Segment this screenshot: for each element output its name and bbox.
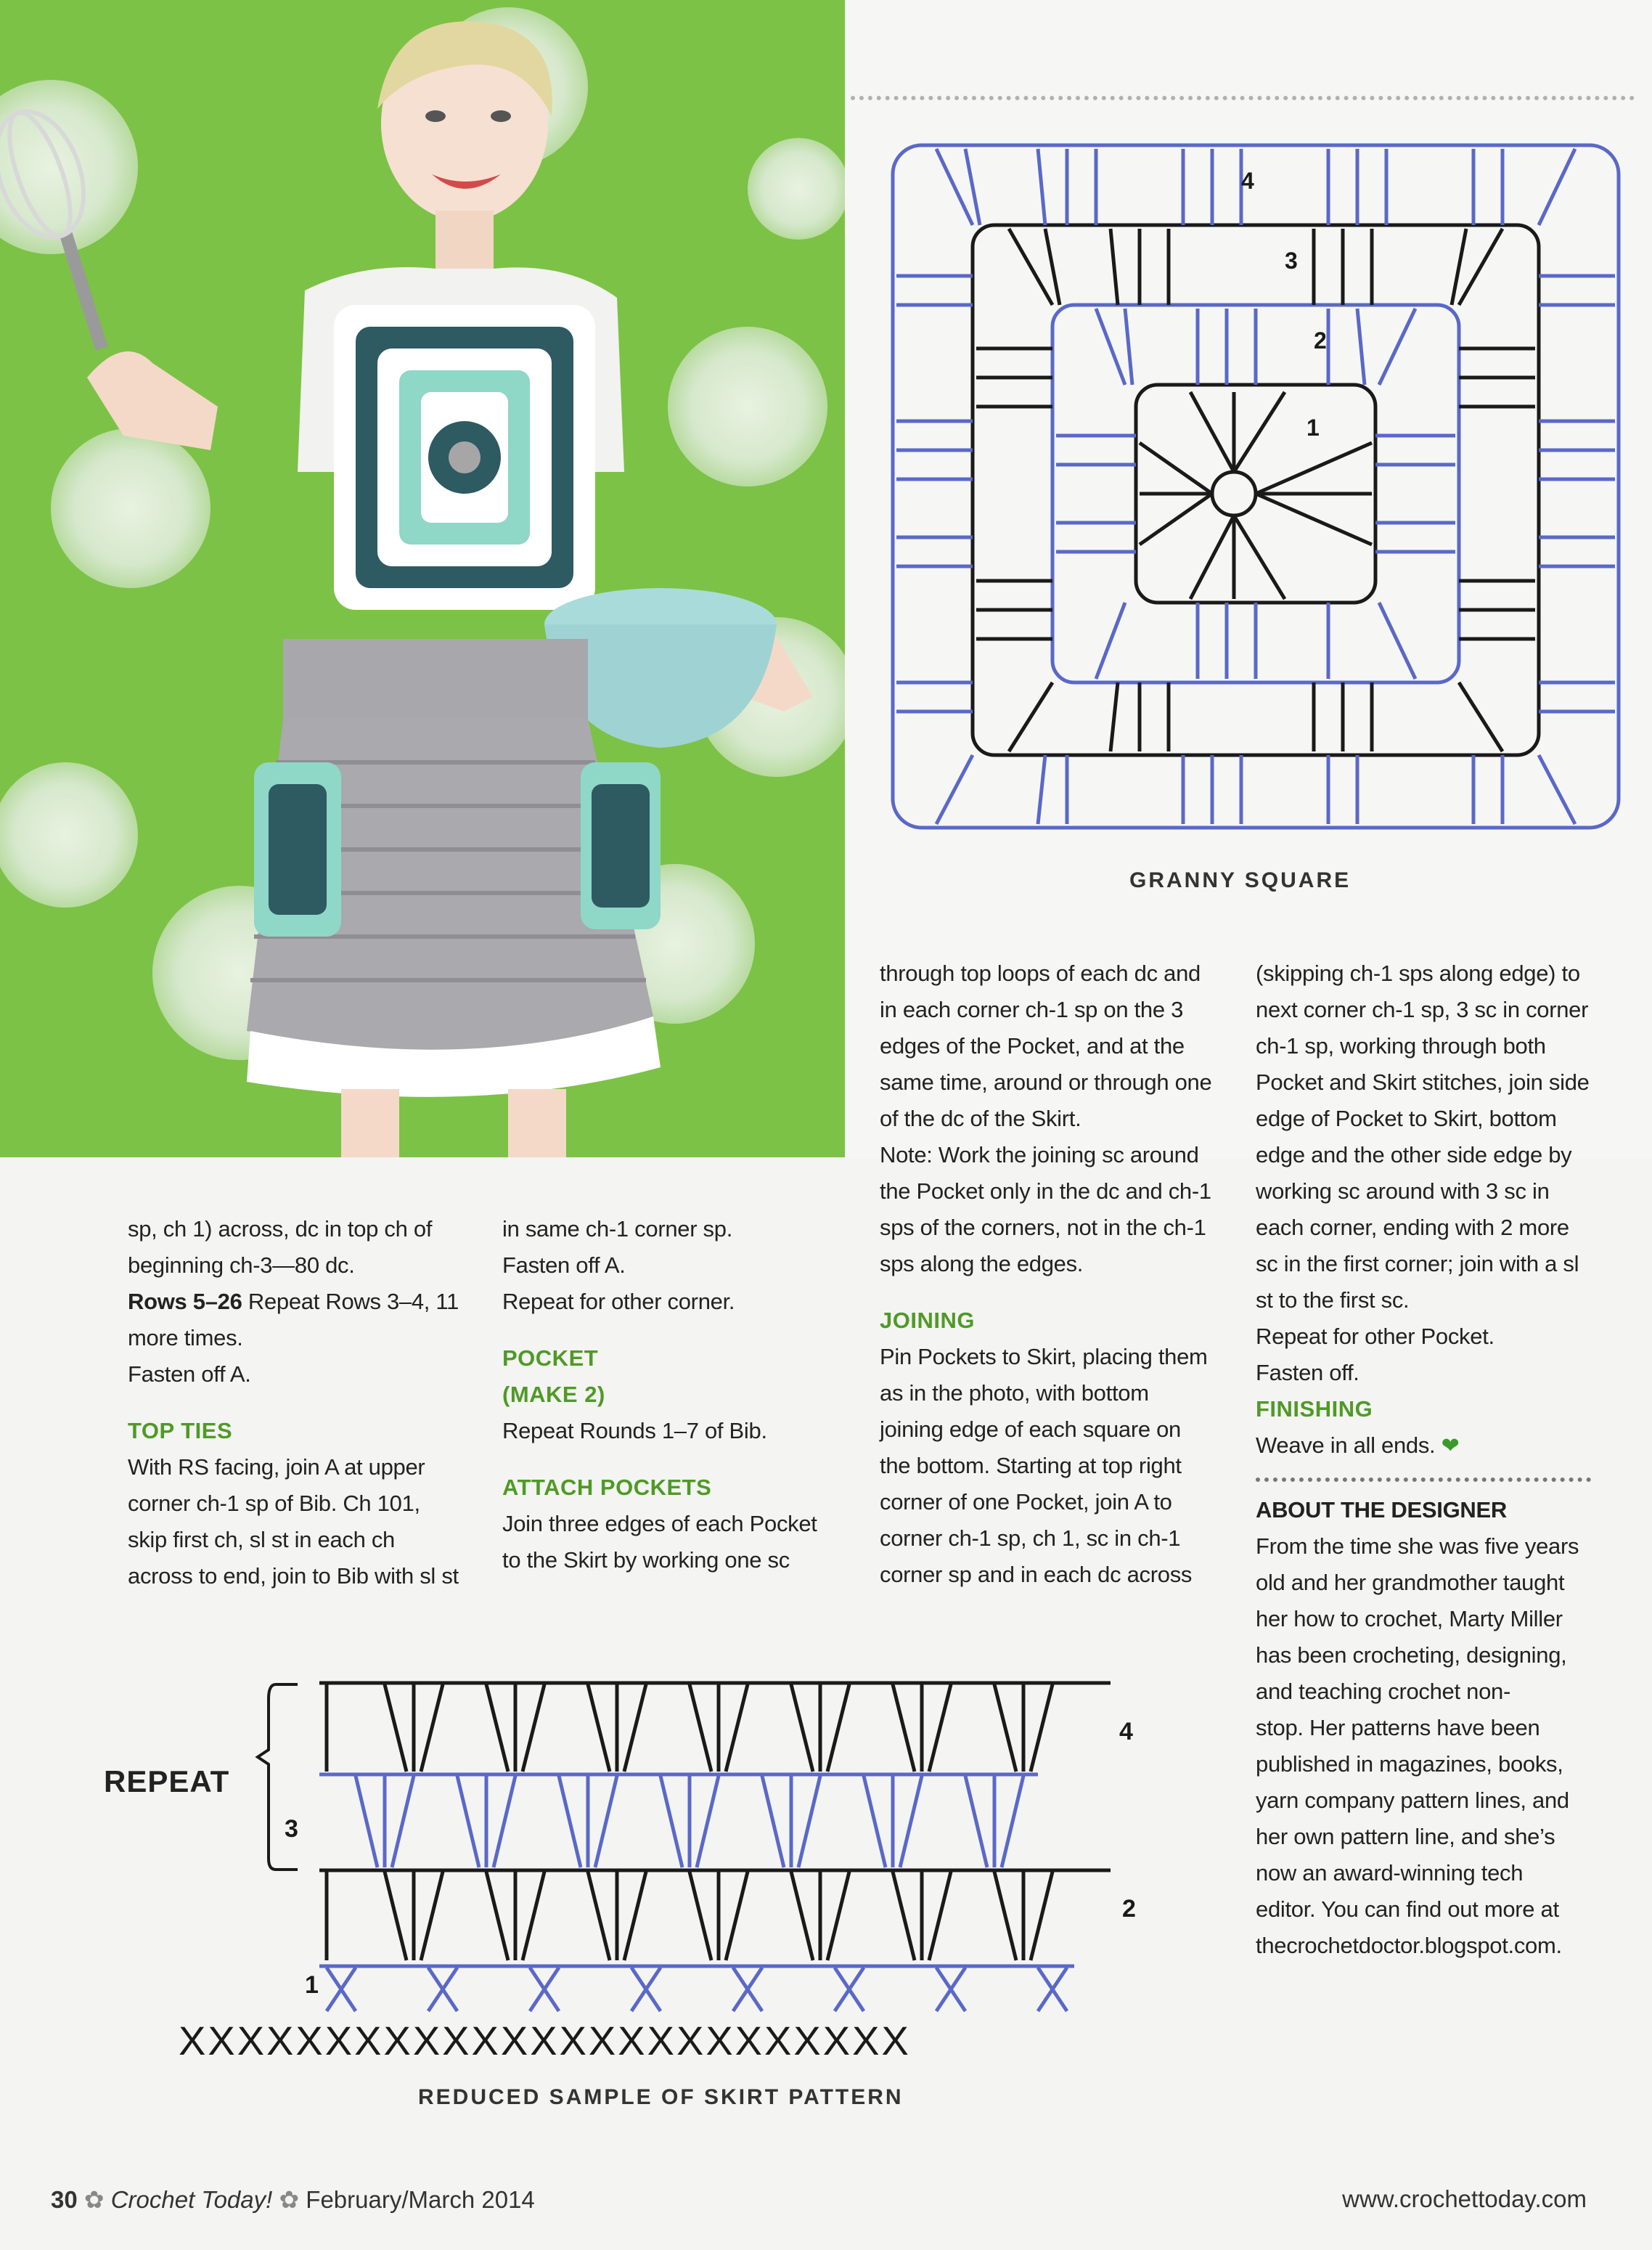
text-line: now an award-winning tech <box>1256 1860 1524 1886</box>
text-line: Weave in all ends. <box>1256 1432 1436 1458</box>
text-line: working sc around with 3 sc in <box>1256 1178 1550 1204</box>
text-line: her own pattern line, and she’s <box>1256 1824 1555 1849</box>
row-label-3: 3 <box>285 1815 298 1843</box>
text-line: of the dc of the Skirt. <box>880 1106 1081 1131</box>
round-label-4: 4 <box>1241 168 1254 194</box>
magazine-name: Crochet Today! <box>110 2186 273 2213</box>
row-label-2: 2 <box>1122 1895 1136 1923</box>
attach-pockets-heading: ATTACH POCKETS <box>502 1475 712 1500</box>
text-line: edges of the Pocket, and at the <box>880 1033 1185 1059</box>
round-label-2: 2 <box>1314 327 1327 354</box>
foundation-chain: XXXXXXXXXXXXXXXXXXXXXXXXX <box>179 2018 911 2063</box>
text-line: more times. <box>128 1325 243 1350</box>
text-line: next corner ch-1 sp, 3 sc in corner <box>1256 997 1589 1022</box>
text-line: ch-1 sp, working through both <box>1256 1033 1546 1059</box>
text-line: Fasten off. <box>1256 1360 1359 1385</box>
text-line: st to the first sc. <box>1256 1287 1410 1313</box>
text-line: has been crocheting, designing, <box>1256 1642 1567 1668</box>
text-line: Fasten off A. <box>502 1252 626 1278</box>
text-line: (skipping ch-1 sps along edge) to <box>1256 961 1580 986</box>
row-label-1: 1 <box>305 1971 319 1999</box>
text-line: the bottom. Starting at top right <box>880 1453 1182 1478</box>
round-label-3: 3 <box>1285 248 1298 274</box>
text-column-3 <box>880 955 1250 1593</box>
text-line: Repeat Rows 3–4, 11 <box>242 1289 459 1314</box>
repeat-label: REPEAT <box>104 1764 230 1798</box>
granny-square-caption: GRANNY SQUARE <box>1129 868 1352 892</box>
joining-heading: JOINING <box>880 1308 975 1333</box>
apron-photo <box>0 0 845 1157</box>
text-line: her how to crochet, Marty Miller <box>1256 1606 1563 1631</box>
text-line: Repeat for other Pocket. <box>1256 1324 1494 1349</box>
designer-url: thecrochetdoctor.blogspot.com. <box>1256 1933 1562 1958</box>
about-dotted-rule <box>1256 1477 1591 1482</box>
skirt-pattern-caption: REDUCED SAMPLE OF SKIRT PATTERN <box>418 2085 904 2109</box>
finishing-heading: FINISHING <box>1256 1396 1373 1422</box>
text-line: corner ch-1 sp of Bib. Ch 101, <box>128 1491 420 1516</box>
footer-left <box>51 2185 535 2214</box>
text-line: With RS facing, join A at upper <box>128 1454 425 1480</box>
text-line: Join three edges of each Pocket <box>502 1511 817 1536</box>
text-column-2 <box>502 1211 865 1578</box>
footer-website: www.crochettoday.com <box>1342 2185 1587 2212</box>
top-dotted-rule <box>851 96 1635 100</box>
flower-icon: ✿ <box>279 2186 300 2213</box>
text-line: Repeat for other corner. <box>502 1289 735 1314</box>
text-line: Fasten off A. <box>128 1361 251 1387</box>
about-designer-heading: ABOUT THE DESIGNER <box>1256 1497 1507 1523</box>
woman-with-whisk-and-bowl-photo <box>0 0 845 1157</box>
flower-icon: ✿ <box>83 2186 105 2213</box>
text-line: editor. You can find out more at <box>1256 1896 1559 1922</box>
text-line: corner sp and in each dc across <box>880 1562 1193 1587</box>
text-line: in same ch-1 corner sp. <box>502 1216 733 1242</box>
text-line: edge of Pocket to Skirt, bottom <box>1256 1106 1557 1131</box>
text-line: across to end, join to Bib with sl st <box>128 1563 459 1589</box>
text-line: Repeat Rounds 1–7 of Bib. <box>502 1418 767 1443</box>
text-line: and teaching crochet non- <box>1256 1679 1510 1704</box>
text-line: the Pocket only in the dc and ch-1 <box>880 1178 1211 1204</box>
text-line: sc in the first corner; join with a sl <box>1256 1251 1579 1276</box>
row-label-4: 4 <box>1119 1718 1133 1745</box>
text-line: Pocket and Skirt stitches, join side <box>1256 1069 1590 1095</box>
granny-square-diagram <box>878 131 1633 842</box>
text-line: each corner, ending with 2 more <box>1256 1215 1569 1240</box>
text-line: corner ch-1 sp, ch 1, sc in ch-1 <box>880 1525 1181 1551</box>
skirt-pattern-diagram <box>240 1670 1183 2062</box>
text-line: joining edge of each square on <box>880 1417 1181 1442</box>
text-line: Note: Work the joining sc around <box>880 1142 1199 1167</box>
text-line: edge and the other side edge by <box>1256 1142 1572 1167</box>
text-line: Pin Pockets to Skirt, placing them <box>880 1344 1208 1369</box>
text-line: sp, ch 1) across, dc in top ch of <box>128 1216 433 1242</box>
text-line: sps of the corners, not in the ch-1 <box>880 1215 1206 1240</box>
text-line: in each corner ch-1 sp on the 3 <box>880 997 1184 1022</box>
text-line: stop. Her patterns have been <box>1256 1715 1540 1740</box>
text-line: same time, around or through one <box>880 1069 1212 1095</box>
text-column-4 <box>1256 955 1633 1964</box>
heart-icon: ❤ <box>1441 1434 1460 1458</box>
top-ties-heading: TOP TIES <box>128 1418 233 1443</box>
text-line: beginning ch-3—80 dc. <box>128 1252 355 1278</box>
rows-label: Rows 5–26 <box>128 1289 242 1314</box>
text-line: From the time she was five years <box>1256 1533 1579 1559</box>
text-column-1 <box>128 1211 491 1594</box>
text-line: to the Skirt by working one sc <box>502 1547 790 1573</box>
text-line: sps along the edges. <box>880 1251 1084 1276</box>
text-line: yarn company pattern lines, and <box>1256 1788 1569 1813</box>
text-line: skip first ch, sl st in each ch <box>128 1527 395 1552</box>
text-line: published in magazines, books, <box>1256 1751 1563 1777</box>
page-number: 30 <box>51 2186 78 2213</box>
issue-date: February/March 2014 <box>306 2186 535 2213</box>
text-line: through top loops of each dc and <box>880 961 1201 986</box>
pocket-heading: POCKET <box>502 1345 599 1371</box>
pocket-subheading: (MAKE 2) <box>502 1382 605 1407</box>
text-line: old and her grandmother taught <box>1256 1570 1565 1595</box>
text-line: as in the photo, with bottom <box>880 1380 1149 1406</box>
round-label-1: 1 <box>1307 415 1320 441</box>
text-line: corner of one Pocket, join A to <box>880 1489 1172 1515</box>
